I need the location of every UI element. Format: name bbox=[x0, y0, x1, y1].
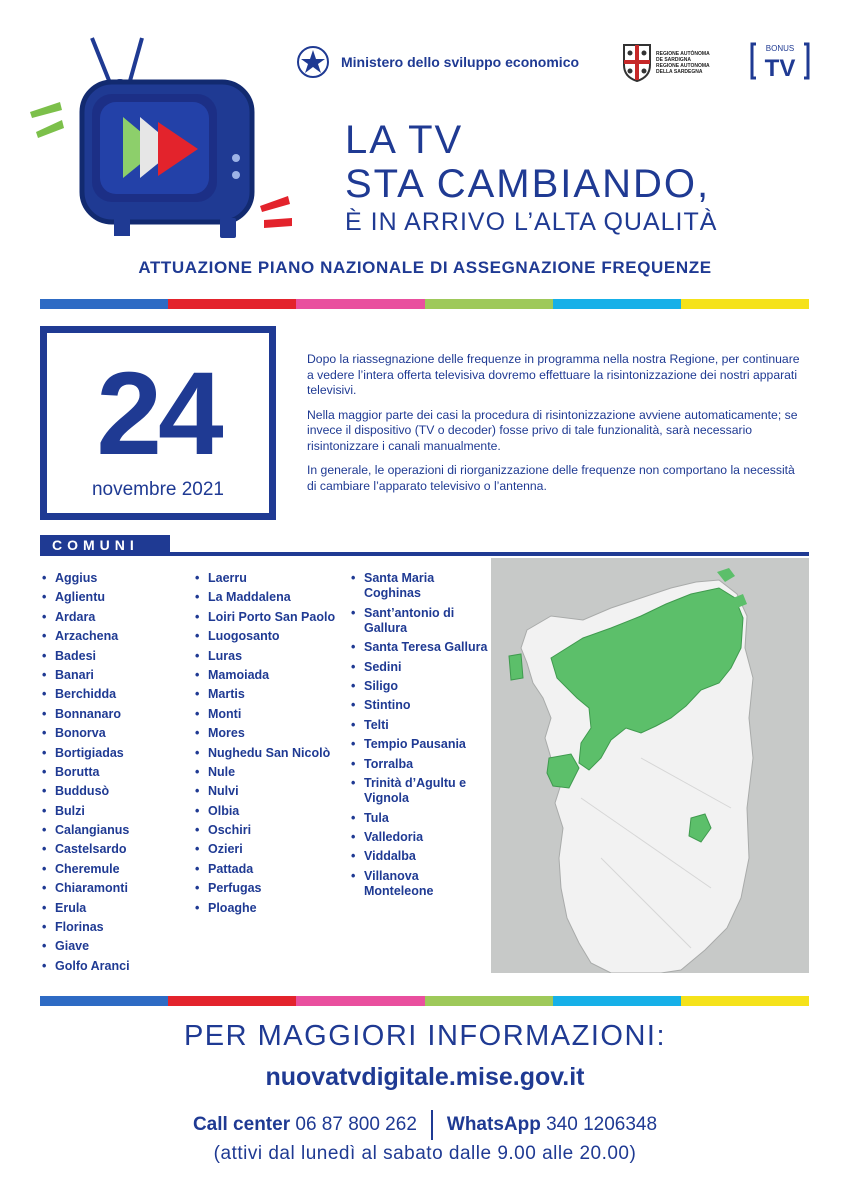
tv-illustration bbox=[20, 30, 300, 240]
comune-item: • Golfo Aranci bbox=[40, 959, 190, 974]
comune-item: • Florinas bbox=[40, 920, 190, 935]
comune-item: • Bulzi bbox=[40, 804, 190, 819]
comune-item: • Buddusò bbox=[40, 784, 190, 799]
comune-item: • Nulvi bbox=[193, 784, 343, 799]
comuni-column-2 bbox=[193, 571, 343, 920]
emblem-icon bbox=[295, 44, 331, 80]
comune-item: • Pattada bbox=[193, 862, 343, 877]
region-shield-icon bbox=[622, 43, 652, 83]
region-name: REGIONE AUTÒNOMA DE SARDIGNA REGIONE AUTONOMA DELLA SARDEGNA bbox=[656, 51, 710, 75]
comune-item: • Nughedu San Nicolò bbox=[193, 746, 343, 761]
subtitle: ATTUAZIONE PIANO NAZIONALE DI ASSEGNAZIONE FREQUENZE bbox=[138, 258, 712, 277]
color-stripe-bottom bbox=[40, 996, 809, 1006]
headline bbox=[345, 118, 815, 238]
comune-item: • Arzachena bbox=[40, 629, 190, 644]
comune-item: • Santa Teresa Gallura bbox=[349, 640, 489, 655]
comune-item: • Villanova Monteleone bbox=[349, 869, 489, 899]
call-center: Call center 06 87 800 262 bbox=[192, 1114, 417, 1135]
comuni-column-3 bbox=[349, 571, 489, 903]
info-text bbox=[307, 352, 807, 503]
comune-item: • Banari bbox=[40, 668, 190, 683]
comune-item: • Aggius bbox=[40, 571, 190, 586]
comuni-heading: COMUNI bbox=[40, 535, 170, 556]
comune-item: • Luras bbox=[193, 649, 343, 664]
ministry-logo bbox=[295, 42, 625, 82]
headline-line-1: LA TV bbox=[345, 118, 464, 162]
ministry-name: Ministero dello sviluppo economico bbox=[341, 54, 580, 70]
color-stripe-top bbox=[40, 299, 809, 309]
comune-item: • Bortigiadas bbox=[40, 746, 190, 761]
comune-item: • Castelsardo bbox=[40, 842, 190, 857]
comune-item: • Loiri Porto San Paolo bbox=[193, 610, 343, 625]
comune-item: • Olbia bbox=[193, 804, 343, 819]
comune-item: • Sedini bbox=[349, 660, 489, 675]
comune-item: • Ploaghe bbox=[193, 901, 343, 916]
comune-item: • Tula bbox=[349, 811, 489, 826]
contacts-separator bbox=[431, 1110, 433, 1140]
comune-item: • Perfugas bbox=[193, 881, 343, 896]
comune-item: • Tempio Pausania bbox=[349, 737, 489, 752]
contacts-row bbox=[40, 1110, 810, 1140]
tv-icon bbox=[20, 30, 300, 240]
whatsapp-number[interactable]: 340 1206348 bbox=[546, 1114, 658, 1135]
comune-item: • Laerru bbox=[193, 571, 343, 586]
comune-item: • Martis bbox=[193, 687, 343, 702]
bonus-label: BONUS bbox=[765, 44, 795, 53]
comune-item: • Monti bbox=[193, 707, 343, 722]
comune-item: • Stintino bbox=[349, 698, 489, 713]
date-month-year: novembre 2021 bbox=[91, 479, 225, 500]
service-hours: (attivi dal lunedì al sabato dalle 9.00 alle 20.00) bbox=[213, 1143, 637, 1164]
comune-item: • Siligo bbox=[349, 679, 489, 694]
comune-item: • Calangianus bbox=[40, 823, 190, 838]
comune-item: • Luogosanto bbox=[193, 629, 343, 644]
headline-line-2: STA CAMBIANDO, bbox=[345, 162, 711, 206]
comune-item: • Ardara bbox=[40, 610, 190, 625]
comune-item: • Bonorva bbox=[40, 726, 190, 741]
whatsapp: WhatsApp 340 1206348 bbox=[446, 1114, 658, 1135]
sardinia-map bbox=[491, 558, 809, 973]
date-box bbox=[40, 326, 276, 520]
comuni-column-1 bbox=[40, 571, 190, 978]
call-center-number[interactable]: 06 87 800 262 bbox=[295, 1114, 417, 1135]
info-paragraph: Nella maggior parte dei casi la procedura di risintonizzazione avviene automaticamente; se invece il dispositivo (TV o decoder) fosse privo di tale funzionalità, sarà necessario risintonizzare i canali manualmente. bbox=[307, 407, 798, 453]
comune-item: • Cheremule bbox=[40, 862, 190, 877]
date-day: 24 bbox=[96, 348, 220, 480]
comune-item: • Santa Maria Coghinas bbox=[349, 571, 489, 601]
comune-item: • Badesi bbox=[40, 649, 190, 664]
map-svg bbox=[491, 558, 809, 973]
comune-item: • Valledoria bbox=[349, 830, 489, 845]
comune-item: • Erula bbox=[40, 901, 190, 916]
comune-item: • Nule bbox=[193, 765, 343, 780]
comune-item: • Trinità d’Agultu e Vignola bbox=[349, 776, 489, 806]
comune-item: • Mores bbox=[193, 726, 343, 741]
comune-item: • Sant’antonio di Gallura bbox=[349, 606, 489, 636]
info-paragraph: Dopo la riassegnazione delle frequenze in programma nella nostra Regione, per continuare a vedere l’intera offerta televisiva dovremo effettuare la risintonizzazione dei nostri apparati televisivi. bbox=[307, 352, 800, 397]
bonus-tv-logo bbox=[750, 40, 810, 80]
website-link[interactable]: nuovatvdigitale.mise.gov.it bbox=[265, 1063, 585, 1091]
comune-item: • Oschiri bbox=[193, 823, 343, 838]
comune-item: • Giave bbox=[40, 939, 190, 954]
bonus-tv-text: TV bbox=[764, 55, 796, 80]
headline-line-3: È IN ARRIVO L’ALTA QUALITÀ bbox=[345, 208, 718, 236]
comune-item: • Ozieri bbox=[193, 842, 343, 857]
comune-item: • Aglientu bbox=[40, 590, 190, 605]
comune-item: • La Maddalena bbox=[193, 590, 343, 605]
comune-item: • Telti bbox=[349, 718, 489, 733]
comune-item: • Borutta bbox=[40, 765, 190, 780]
comune-item: • Torralba bbox=[349, 757, 489, 772]
comune-item: • Viddalba bbox=[349, 849, 489, 864]
comune-item: • Mamoiada bbox=[193, 668, 343, 683]
more-info-heading: PER MAGGIORI INFORMAZIONI: bbox=[183, 1020, 667, 1052]
region-logo bbox=[622, 42, 742, 84]
info-paragraph: In generale, le operazioni di riorganizzazione delle frequenze non comportano la necessità di cambiare l’apparato televisivo o l’antenna. bbox=[307, 463, 795, 493]
comune-item: • Berchidda bbox=[40, 687, 190, 702]
comune-item: • Bonnanaro bbox=[40, 707, 190, 722]
comune-item: • Chiaramonti bbox=[40, 881, 190, 896]
